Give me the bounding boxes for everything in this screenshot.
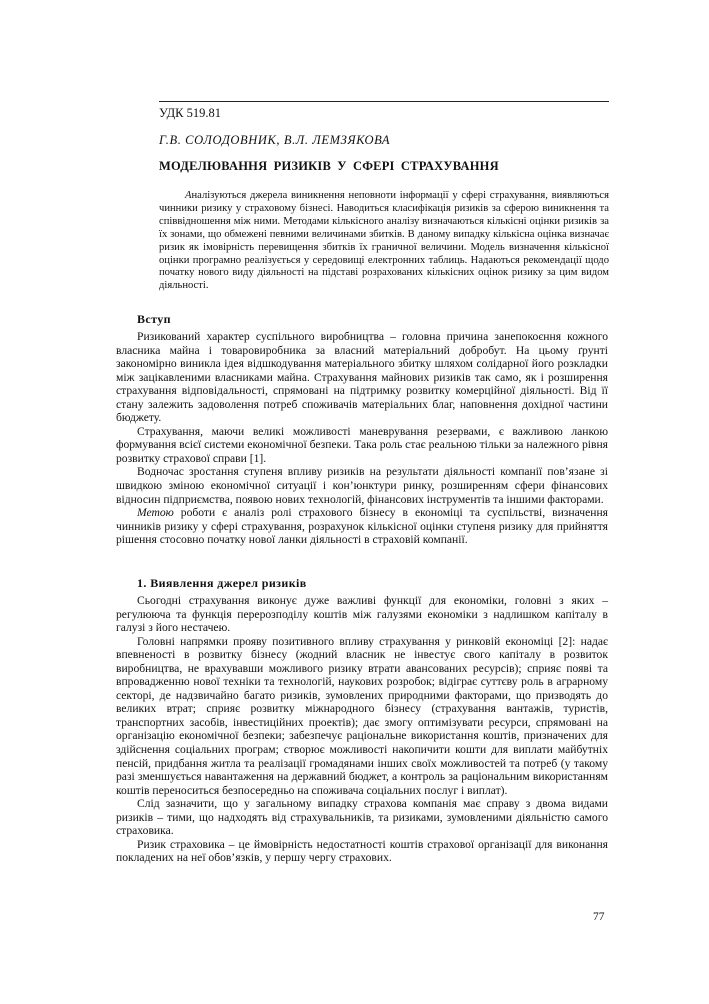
abstract-lead-letter: А: [185, 190, 192, 201]
paragraph: Слід зазначити, що у загальному випадку страхова компанія має справу з двома видами ризиків – тими, що надходять від страхувальників, та ризиками, зумовленими діяльністю самого страховика.: [116, 797, 608, 838]
aim-lead-word: Метою: [137, 506, 174, 520]
section-heading-1: 1. Виявлення джерел ризиків: [137, 576, 307, 590]
paragraph: Ризикований характер суспільного виробництва – головна причина занепокоєння кожного власника майна і товаровиробника за власний матеріальний добробут. На цьому ґрунті закономірно виникла ідея відшкодування матеріального збитку шляхом солідарної його розкладки між зацікавленими власниками майна. Страхування майнових ризиків так само, як і розширення страхування відповідальності, спрямовані на підтримку розвитку комерційної діяльності. Від її стану залежить задоволення потреб споживачів матеріальних благ, наповнення дохідної частини бюджету.: [116, 330, 608, 425]
paragraph: [116, 506, 608, 547]
paragraph: Ризик страховика – це ймовірність недостатності коштів страхової організації для виконання покладених на неї обов’язків, у першу чергу страхових.: [116, 837, 608, 865]
page-number: 77: [593, 911, 605, 923]
paragraph: Страхування, маючи великі можливості маневрування резервами, є важливою ланкою формування всієї системи економічної безпеки. Така роль стає реальною тільки за належного рівня розвитку страхової справи [1].: [116, 424, 608, 465]
paragraph: Головні напрямки прояву позитивного впливу страхування у ринковій економіці [2]: надає впевненості в розвитку бізнесу (жодний власник не інвестує свого капіталу в розвиток виробництва, не врахувавши можливого ризику втрати авансованих ресурсів); сприяє появі та впровадженню нової техніки та технологій, наукових розробок; відіграє суттєву роль в аграрному секторі, де надзвичайно багато ризиків, зумовлених природними факторами, що призводять до великих втрат; сприяє розвитку міжнародного бізнесу (страхування вантажів, туристів, транспортних засобів, інвестиційних проектів); дає змогу оптимізувати ресурси, спрямовані на організацію економічної безпеки; забезпечує раціональне використання коштів, призначених для здійснення соціальних програм; створює можливості накопичити кошти для виплати майбутніх пенсій, придбання житла та реалізації громадянами інших своїх можливостей та потреб (у такому разі зменшується навантаження на державний бюджет, а контроль за раціональним використанням коштів переноситься безпосередньо на споживача соціальних послуг і виплат).: [116, 634, 608, 797]
paragraph: Водночас зростання ступеня впливу ризиків на результати діяльності компанії пов’язане зі швидкою зміною економічної ситуації і кон’юнктури ринку, розширенням сфери фінансових відносин підприємства, появою нових технологій, фінансових інструментів та іншими факторами.: [116, 465, 608, 506]
section-1-body: [116, 594, 608, 865]
aim-text: роботи є аналіз ролі страхового бізнесу в економіці та суспільстві, визначення чинників ризику у сфері страхування, розрахунок кількісної оцінки ступеня ризику для прийняття рішення стосовно початку нової ланки діяльності в страховій компанії.: [116, 506, 608, 547]
section-heading-intro: Вступ: [137, 312, 171, 326]
abstract-text: налізуються джерела виникнення неповноти інформації у сфері страхування, виявляються чинники ризику у страховому бізнесі. Наводиться класифікація ризиків за сферою виникнення та співвідношення між ними. Методами кількісного аналізу визначаються кількісні оцінки ризиків за їх зонами, що обмежені певними величинами збитків. В даному випадку кількісна оцінка визначає ризик як імовірність перевищення збитків їх граничної величини. Модель визначення кількісної оцінки програмно реалізується у середовищі електронних таблиць. Надаються рекомендації щодо початку нового виду діяльності на підставі розрахованих кількісних оцінок ризику за цим видом діяльності.: [159, 190, 609, 292]
paper-title: МОДЕЛЮВАННЯ РИЗИКІВ У СФЕРІ СТРАХУВАННЯ: [159, 159, 499, 173]
paragraph: Сьогодні страхування виконує дуже важливі функції для економіки, головні з яких – регулююча та функція перерозподілу коштів між галузями економіки з надлишком капіталу в галузі з його нестачею.: [116, 594, 608, 635]
intro-body: [116, 330, 608, 547]
abstract: [159, 190, 609, 293]
authors: Г.В. СОЛОДОВНИК, В.Л. ЛЕМЗЯКОВА: [159, 133, 391, 147]
header-top-rule: [159, 101, 609, 102]
udk-code: УДК 519.81: [159, 106, 221, 120]
